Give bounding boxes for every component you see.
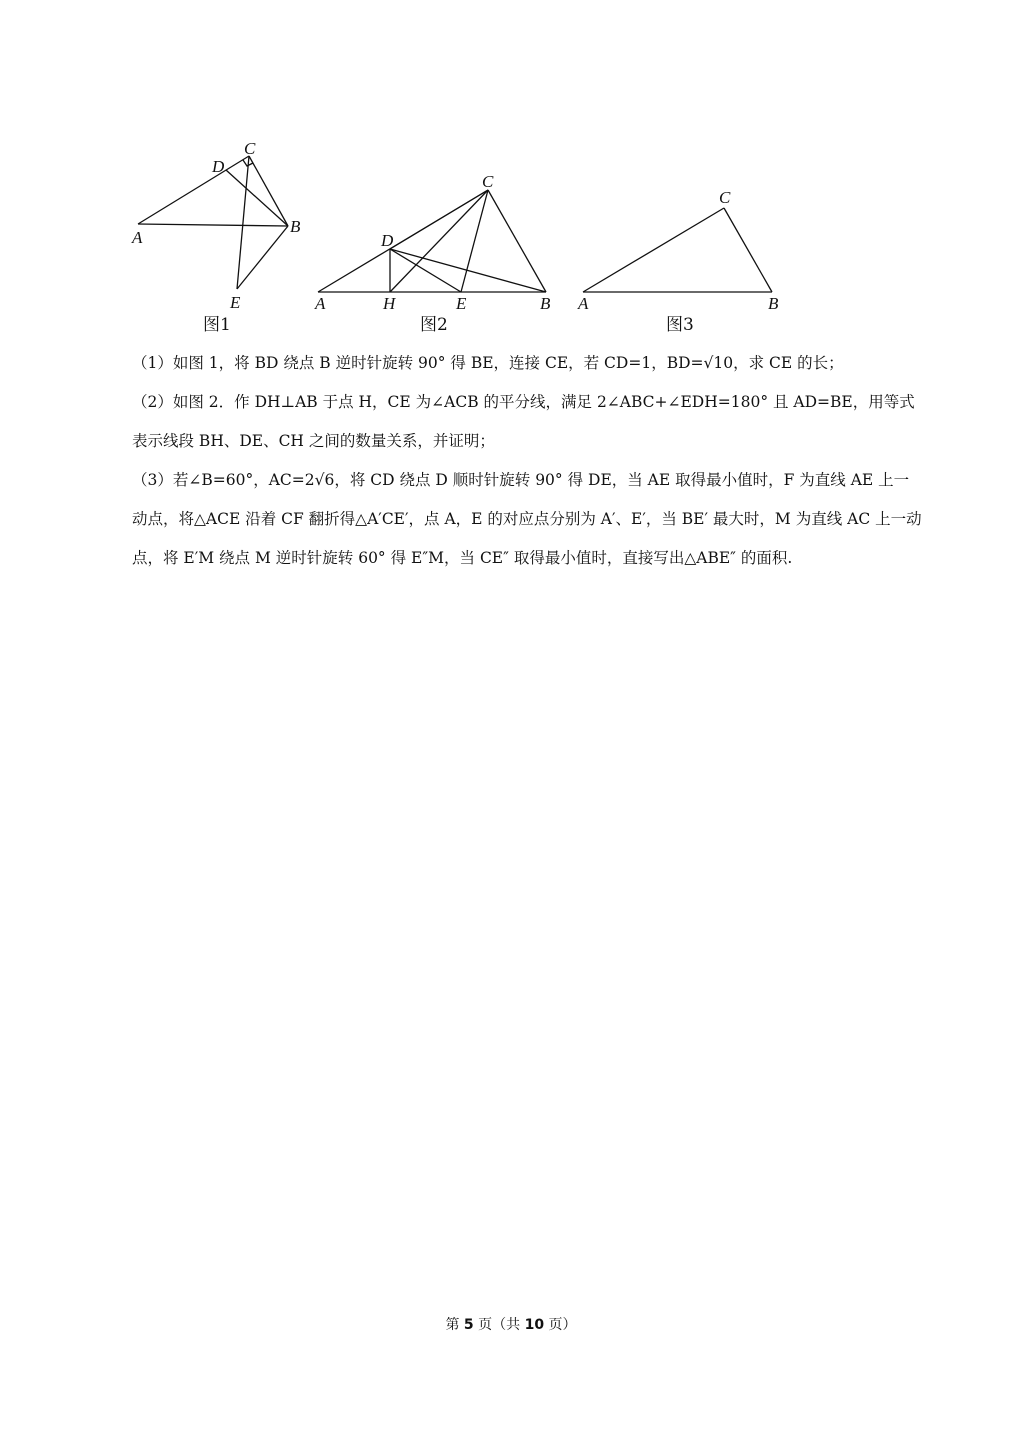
fig2-label-C: C [482, 172, 494, 191]
fig2-label-B: B [540, 294, 551, 313]
figures [0, 0, 1022, 340]
footer-total-pages: 10 [524, 1317, 545, 1333]
footer-middle: 页（共 [478, 1317, 521, 1333]
footer-page-number: 5 [463, 1317, 474, 1333]
footer-prefix: 第 [445, 1317, 460, 1333]
page-footer [0, 1314, 1022, 1334]
figure-1 [131, 139, 301, 335]
problem-2: （2）如图 2．作 DH⊥AB 于点 H，CE 为∠ACB 的平分线，满足 2∠ABC+∠EDH=180° 且 AD=BE，用等式表示线段 BH、DE、CH 之间的数量关系，并证明； [132, 393, 915, 450]
fig3-label-C: C [719, 188, 731, 207]
fig2-label-A: A [315, 294, 326, 313]
fig2-label-H: H [383, 294, 396, 313]
footer-suffix: 页） [548, 1317, 577, 1333]
fig2-label-E: E [456, 294, 467, 313]
fig1-label-A: A [132, 228, 143, 247]
fig3-label-A: A [578, 294, 589, 313]
fig1-label-C: C [244, 139, 256, 158]
figure-2 [314, 172, 551, 335]
problem-3: （3）若∠B=60°，AC=2√6，将 CD 绕点 D 顺时针旋转 90° 得 DE，当 AE 取得最小值时，F 为直线 AE 上一动点，将△ACE 沿着 CF 翻折得△A′CE′，点 A，E 的对应点分别为 A′、E′，当 BE′ 最大时，M 为直线 AC 上一动点，将 E′M 绕点 M 逆时针旋转 60° 得 E″M，当 CE″ 取得最小值时，直接写出△ABE″ 的面积. [132, 471, 922, 567]
figure-3 [577, 188, 779, 335]
fig2-caption: 图2 [420, 315, 448, 335]
fig3-label-B: B [768, 294, 779, 313]
fig3-caption: 图3 [666, 315, 694, 335]
fig1-caption: 图1 [203, 315, 231, 335]
fig1-label-E: E [230, 293, 241, 312]
fig2-label-D: D [381, 231, 394, 250]
problem-1: （1）如图 1，将 BD 绕点 B 逆时针旋转 90° 得 BE，连接 CE，若 CD=1，BD=√10，求 CE 的长； [132, 354, 844, 372]
fig1-label-B: B [290, 217, 301, 236]
fig1-label-D: D [212, 157, 225, 176]
